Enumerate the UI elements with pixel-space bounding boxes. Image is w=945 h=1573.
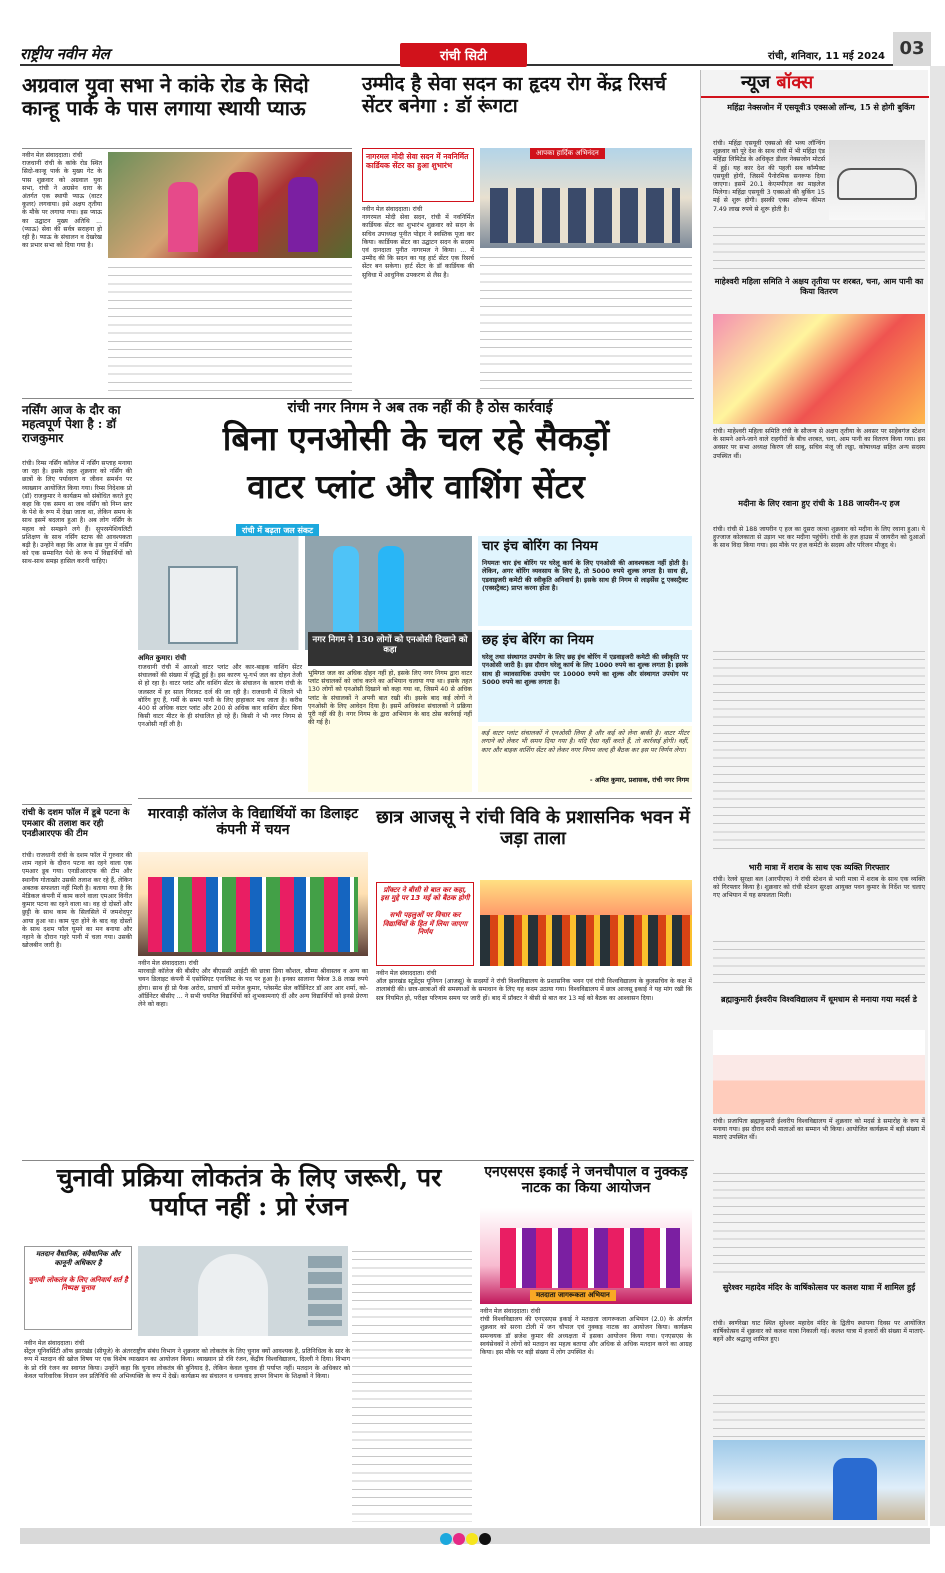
lead-headline-line1: बिना एनओसी के चल रहे सैकड़ों [222, 419, 610, 458]
newsbox-item-3-headline: मदीना के लिए रवाना हुए रांची के 188 जायरीन-ए हज [738, 498, 900, 508]
newsbox-item-4-body: रांची। रेलवे सुरक्षा बल (आरपीएफ) ने रांची स्टेशन से भारी मात्रा में शराब के साथ एक व्यक्ति को गिरफ्तार किया है। शुक्रवार को रांची स्टेशन सुरक्षा आयुक्त पवन कुमार के निर्देश पर चलाए गए अभियान में यह सफलता मिली। [713, 876, 927, 900]
bottom-color-bar [20, 1528, 930, 1544]
story2-image-tag: आपका हार्दिक अभिनंदन [530, 148, 605, 159]
newsbox-item-2-body: रांची। माहेश्वरी महिला समिति रांची के सौजन्य से अक्षय तृतीया के अवसर पर साहेबगंज स्टेशन के सामने आने-जाने वाले राहगीरों के बीच शरबत, चना, आम पानी का वितरण किया गया। इस अवसर पर सभा अध्यक्ष किरण जी साबू, सचिव मंजू जी लड्ढा, कोषाध्यक्ष सहित अन्य सदस्य उपस्थित थीं। [713, 428, 927, 460]
story4-body: रांची। राजधानी रांची के दशम फॉल में गुरुवार की शाम नहाने के दौरान पटना का रहने वाला एक एमआर डूब गया। एनडीआरएफ की टीम और स्थानीय गोताखोर उसकी तलाश कर रहे हैं, लेकिन अबतक सफलता नहीं मिली है। बताया गया है कि मेडिकल कंपनी में काम करने वाला एमआर विनीत कुमार पटना का रहने वाला था। वह दो दोस्तों और छुट्टी के साथ काम के सिलसिले में जमशेदपुर आया हुआ था। काम पूरा होने के बाद वह दोस्तों के साथ दशम फॉल घूमने का मन बनाया और नहाने के दौरान गहरे पानी में चला गया। उसकी खोजबीन जारी है। [22, 852, 134, 950]
newsbox-item-4-headline: भारी मात्रा में शराब के साथ एक व्यक्ति गिरफ्तार [748, 862, 890, 872]
story6-photo [480, 880, 692, 966]
right-side-bar [930, 66, 945, 1526]
news-box-title-b: बॉक्स [776, 72, 814, 93]
news-box-title [741, 70, 813, 94]
lead-quote-box [478, 726, 692, 792]
rule4-body: नियमतः चार इंच बोरिंग पर घरेलू कार्य के लिए एनओसी की आवश्यकता नहीं होती है। लेकिन, अगर बोरिंग व्यवसाय के लिए है, तो 5000 रुपये शुल्क लगता है। साथ ही, एडवाइजरी कमेटी की स्वीकृति अनिवार्य है। इसके साथ ही निगम से लाइसेंस टू एक्सट्रैक्ट (एक्सट्रैक्ट) प्राप्त करना होता है। [482, 558, 691, 593]
story8-image-tag: मतदाता जागरूकता अभियान [530, 1290, 616, 1301]
lead-headline-line2: वाटर प्लांट और वाशिंग सेंटर [247, 467, 585, 506]
rule6-box [478, 630, 692, 722]
story2-photo [480, 148, 692, 248]
newsbox-item-6-headline: सुरेश्वर महादेव मंदिर के वार्षिकोत्सव पर कलश यात्रा में शामिल हुईं [722, 1282, 916, 1292]
lead-byline: अमित कुमार। रांची [138, 654, 187, 662]
story5-photo [138, 852, 368, 956]
page-date: रांची, शनिवार, 11 मई 2024 [768, 51, 885, 62]
news-box [700, 70, 928, 1526]
newsbox-item-6-body: रांची। स्वर्णरेखा घाट स्थित सुरेश्वर महादेव मंदिर के द्वितीय स्थापना दिवस पर आयोजित वार्षिकोत्सव में शुक्रवार को कलश यात्रा निकाली गई। कलश यात्रा में हजारों की संख्या में माताएं-बहनें और श्रद्धालु शामिल हुए। [713, 1320, 927, 1344]
lead-callout-box [308, 632, 472, 666]
story3-body: रांची। रिम्स नर्सिंग कॉलेज में नर्सिंग सप्ताह मनाया जा रहा है। इसके तहत शुक्रवार को नर्सिंग की छात्रों के लिए पर्यावरण व जीवन समर्थन पर व्याख्यान आयोजित किया गया। रिम्स निदेशक प्रो (डॉ) राजकुमार ने कार्यक्रम को संबोधित करते हुए कहा कि एक समय था जब नर्सिंग को निम्न स्तर के पेशे के रूप में देखा जाता था, लेकिन समय के साथ इसमें बदलाव हुआ है। अब लोग नर्सिंग के महत्व को समझने लगे हैं। सुपरस्पेशियलिटी प्रशिक्षण के साथ नर्सिंग स्टाफ की आवश्यकता बढ़ी है। उन्होंने कहा कि आज के इस युग में नर्सिंग को एक सम्मानित पेशे के रूप में विद्यार्थियों को साथ-साथ समझ हासिल करनी चाहिए। [22, 460, 134, 566]
mahila-samiti-photo [713, 314, 925, 424]
newsbox-item-1-body: रांची। महिंद्रा एसयूवी एक्सओ की भव्य लॉन्चिंग शुक्रवार को पूरे देश के साथ रांची में भी महिंद्रा एंड महिंद्रा लिमिटेड के अधिकृत डीलर नेक्सजोन मोटर्स में हुई। यह कार देश की पहली सब कॉम्पैक्ट एसयूवी होगी, जिसमें पैनोरमिक सनरूफ दिया जाएगा। इसमें 20.1 केएमपीएल का माइलेज मिलेगा। महिंद्रा एसयूवी 3 एक्सओ की बुकिंग 15 मई से शुरू होगी। इसकी एक्स शोरूम कीमत 7.49 लाख रुपये से शुरू होती है। [713, 140, 827, 213]
page-number: 03 [893, 32, 931, 66]
story7-photo [138, 1246, 348, 1336]
story8-body: नवीन मेल संवाददाता। रांची रांची विश्वविद्यालय की एनएसएस इकाई ने मतदाता जागरूकता अभियान (2.0) के अंतर्गत शुक्रवार को सरना टोली में जन चौपाल एवं नुक्कड़ नाटक का आयोजन किया। कार्यक्रम समन्वयक डॉ ब्रजेश कुमार की अध्यक्षता में इसका आयोजन किया गया। एनएसएस के स्वयंसेवकों ने लोगों को मतदान का महत्व बताया और अधिक से अधिक मतदान करने का आग्रह किया। इस मौके पर बड़ी संख्या में लोग उपस्थित थे। [480, 1308, 692, 1356]
story6-body: नवीन मेल संवाददाता। रांची ऑल झारखंड स्टूडेंट्स यूनियन (आजसू) के सदस्यों ने रांची विश्वविद्यालय के प्रशासनिक भवन एवं रांची विश्वविद्यालय के कुलसचिव के कक्ष में तालाबंदी की। छात्र-छात्राओं की समस्याओं के समाधान के लिए यह कदम उठाया गया। विश्वविद्यालय में छात्र आजसू इकाई ने यह मांग रखी कि सत्र नियमित हो, परीक्षा परिणाम समय पर जारी हों। बाद में प्रॉक्टर ने बीसी से बात कर 13 मई को बैठक का आश्वासन दिया। [376, 970, 692, 1002]
rule6-body: घरेलू तथा संस्थागत उपयोग के लिए छह इंच बोरिंग में एडवाइजरी कमेटी की स्वीकृति पर एनओसी जारी है। इस दौरान घरेलू कार्य के लिए 1000 रुपये का शुल्क लगता है। इसके साथ ही व्यावसायिक उपयोग पर 10000 रुपये का शुल्क और संस्थागत उपयोग पर 5000 रुपये का शुल्क लगता है। [482, 652, 691, 687]
story2-subhead-box [362, 148, 474, 202]
story8-photo [480, 1208, 692, 1304]
rule4-box [478, 536, 692, 626]
lead-body1: राजधानी रांची में आरओ वाटर प्लांट और कार-बाइक वाशिंग सेंटर संचालकों की संख्या में वृद्धि हुई है। इस कारण भू-गर्भ जल का दोहन तेजी से हो रहा है। वाटर प्लांट और वाशिंग सेंटर के संचालन के कारण रांची के जलस्तर में हर साल गिरावट दर्ज की जा रही है। राजधानी में जितने भी बोरिंग हुए हैं, गर्मी के समय पानी के लिए हाहाकार मच जाता है। करीब 400 से अधिक वाटर प्लांट और 200 से अधिक कार वाशिंग सेंटर बिना किसी वाटर मीटर के ही संचालित हो रहे हैं। किसी ने भी नगर निगम से एनओसी नहीं ली है। [138, 664, 304, 729]
newsbox-item-1-headline: महिंद्रा नेक्सजोन में एसयूवी3 एक्सओ लॉन्च, 15 से होगी बुकिंग [727, 102, 915, 112]
story1-body: नवीन मेल संवाददाता। रांची राजधानी रांची के कांके रोड स्थित सिदो-कान्हू पार्क के मुख्य गेट के पास शुक्रवार को अग्रवाल युवा सभा, रांची ने अग्रसेन धारा के अंतर्गत एक स्थायी प्याऊ (वाटर कूलर) लगवाया। इसे अक्षय तृतीया के मौके पर लगाया गया। इस प्याऊ का उद्घाटन मुख्य अतिथि ... (प्याऊ) सेवा की सर्वत्र सराहना हो रही है। प्याऊ के संचालन व देखरेख का प्रभार सभा को दिया गया है। [22, 152, 102, 250]
story2-body: नवीन मेल संवाददाता। रांची नागरमल मोदी सेवा सदन, रांची में नवनिर्मित कार्डियक सेंटर का शुभारंभ शुक्रवार को सदन के सचिव उपाध्यक्ष पुनीत पोद्दार ने स्वस्तिक पूजा कर किया। कार्डियक सेंटर का उद्घाटन सदन के सदस्य एवं दानदाता पुनीत नागरमल ने किया। ... में उम्मीद की कि सदन का यह हार्ट सेंटर एक रिसर्च सेंटर बन सकेगा। हार्ट सेंटर के डॉ कार्डियक की सुविधा में आधुनिक उपकरण से लैस है। [362, 206, 474, 279]
story1-headline: अग्रवाल युवा सभा ने कांके रोड के सिदो कान्हू पार्क के पास लगाया स्थायी प्याऊ [22, 73, 309, 120]
registration-marks [440, 1530, 492, 1549]
lead-quote: कई वाटर प्लांट संचालकों ने एनओसी लिया है और कई को लेना बाकी है। वाटर मीटर लगाने को लेकर भी समय दिया गया है। यदि ऐसा नहीं करते हैं, तो कार्रवाई होगी। वहीं, कार और बाइक वाशिंग सेंटर को लेकर नगर निगम जल्द ही बैठक कर इस पर निर्णय लेगा। [481, 729, 692, 754]
section-label [400, 43, 527, 67]
lead-callout: नगर निगम ने 130 लोगों को एनओसी दिखाने को कहा [312, 635, 468, 656]
story2-subhead: नागरमल मोदी सेवा सदन में नवनिर्मित कार्डियक सेंटर का हुआ शुभारंभ [366, 152, 469, 171]
lead-kicker: रांची नगर निगम ने अब तक नहीं की है ठोस कार्रवाई [287, 400, 553, 416]
story8-headline: एनएसएस इकाई ने जनचौपाल व नुक्कड़ नाटक का किया आयोजन [484, 1164, 688, 1197]
story6-callout-box [376, 882, 474, 966]
story5-body: नवीन मेल संवाददाता। रांची मारवाड़ी कॉलेज की बीसीए और बीएससी आईटी की छात्रा प्रिया कौशल, सौम्या श्रीवास्तव व अन्य का चयन डिलाइट कंपनी में एसोसिएट एनालिस्ट के पद पर हुआ है। इनका सालाना पैकेज 3.8 लाख रुपये होगा। साथ ही प्रो फैक अरोरा, प्राचार्य डॉ मनोज कुमार, प्लेसमेंट सेल कॉर्डिनेटर डॉ आर आर शर्मा, को-ऑर्डिनेटर बीसीए ... ने सभी चयनित विद्यार्थियों को शुभकामनाएं दीं और अन्य विद्यार्थियों को इनसे प्रेरणा लेने को कहा। [138, 960, 368, 1008]
story7-headline: चुनावी प्रक्रिया लोकतंत्र के लिए जरूरी, पर पर्याप्त नहीं : प्रो रंजन [56, 1163, 442, 1221]
paper-name: राष्ट्रीय नवीन मेल [20, 45, 110, 63]
suv-photo [829, 140, 925, 220]
story7-body: नवीन मेल संवाददाता। रांची सेंट्रल यूनिवर्सिटी ऑफ झारखंड (सीयूजे) के अंतरराष्ट्रीय संबंध विभाग ने शुक्रवार को लोकतंत्र के लिए चुनाव क्यों आवश्यक है, प्रतिनिधित्व के सार के रूप में मतदान की खोज विषय पर एक विशेष व्याख्यान का आयोजन किया। व्याख्यान प्रो रवि रंजन, केंद्रीय विश्वविद्यालय, दिल्ली ने दिया। विभाग के प्रो रवि रंजन का स्वागत किया। उन्होंने कहा कि चुनाव लोकतंत्र की बुनियाद है, लेकिन केवल चुनाव ही पर्याप्त नहीं। मतदान के अधिकार को केवल पारिवारिक विधान जन प्रतिनिधि की अभिव्यक्ति के रूप में देखें। कार्यक्रम का संचालन व धन्यवाद ज्ञापन विभाग के शिक्षकों ने किया। [24, 1340, 350, 1380]
brahmakumari-photo [713, 1030, 925, 1114]
story7-quote1: मतदान वैधानिक, संवैधानिक और कानूनी अधिकार है [35, 1249, 121, 1267]
story2-headline: उम्मीद है सेवा सदन का हृदय रोग केंद्र रिसर्च सेंटर बनेगा : डॉ रूंगटा [362, 73, 667, 117]
story2-body-cont [480, 252, 692, 392]
rule4-title: चार इंच बोरिंग का नियम [482, 539, 598, 554]
lead-quote-by: - अमित कुमार, प्रशासक, रांची नगर निगम [589, 776, 689, 784]
newsbox-item-2-headline: माहेश्वरी महिला समिति ने अक्षय तृतीया पर शरबत, चना, आम पानी का किया वितरण [714, 276, 924, 296]
newsbox-item-5-headline: ब्रह्माकुमारी ईश्वरीय विश्वविद्यालय में धूमधाम से मनाया गया मदर्स डे [721, 994, 917, 1004]
story5-headline: मारवाड़ी कॉलेज के विद्यार्थियों का डिलाइट कंपनी में चयन [147, 806, 359, 839]
section-title: रांची सिटी [440, 49, 487, 64]
story3-headline: नर्सिंग आज के दौर का महत्वपूर्ण पेशा है : डॉ राजकुमार [22, 403, 121, 445]
lead-tag: रांची में बढ़ता जल संकट [236, 524, 319, 537]
story6-callout: प्रॉक्टर ने बीसी से बात कर कहा, इस मुद्दे पर 13 मई को बैठक होगी सभी पहलुओं पर विचार कर विद्यार्थियों के हित में लिया जाएगा निर्णय [380, 886, 470, 936]
newsbox-item-3-body: रांची। रांची से 188 जायरीन ए हज का दूसरा जत्था शुक्रवार को मदीना के लिए रवाना हुआ। ये हुज्जाज कोलकाता से उड़ान भर कर मदीना पहुंचेंगे। रांची के हज हाउस में जायरीन को दुआओं के साथ विदा किया गया। इस मौके पर हज कमेटी के सदस्य और परिजन मौजूद थे। [713, 526, 927, 550]
temple-photo [713, 1440, 925, 1520]
lead-body2: भूमिगत जल का अधिक दोहन नहीं हो, इसके लिए नगर निगम द्वारा वाटर प्लांट संचालकों को जांच करने का अभियान चलाया गया था। इसके तहत 130 लोगों को एनओसी दिखाने को कहा गया था, जिसमें 40 से अधिक प्लांट के संचालकों ने अपनी बात रखी थी। इसके बाद कई लोगों ने एनओसी के लिए आवेदन दिया है। इसमें अधिकांश संचालकों ने प्रक्रिया पूरी नहीं की है। नगर निगम के द्वारा अभियान के बाद ठोस कार्रवाई नहीं की गई है। [308, 670, 472, 792]
story1-body-cont [108, 262, 352, 392]
story6-headline: छात्र आजसू ने रांची विवि के प्रशासनिक भवन में जड़ा ताला [376, 807, 690, 849]
story4-headline: रांची के दशम फॉल में डूबे पटना के एमआर की तलाश कर रही एनडीआरएफ की टीम [22, 808, 130, 840]
rule6-title: छह इंच बेरिंग का नियम [482, 633, 594, 648]
masthead [20, 40, 893, 66]
story1-photo [108, 152, 352, 258]
story7-quote-box [24, 1246, 132, 1330]
news-box-title-a: न्यूज [741, 72, 777, 93]
newsbox-item-5-body: रांची। प्रजापिता ब्रह्माकुमारी ईश्वरीय विश्वविद्यालय में शुक्रवार को मदर्स डे समारोह के रूप में मनाया गया। इस दौरान सभी माताओं का सम्मान भी किया। आयोजित कार्यक्रम में बड़ी संख्या में माताएं उपस्थित थीं। [713, 1118, 927, 1142]
story7-quote2: चुनावी लोकतंत्र के लिए अनिवार्य शर्त है निष्पक्ष चुनाव [28, 1274, 128, 1293]
